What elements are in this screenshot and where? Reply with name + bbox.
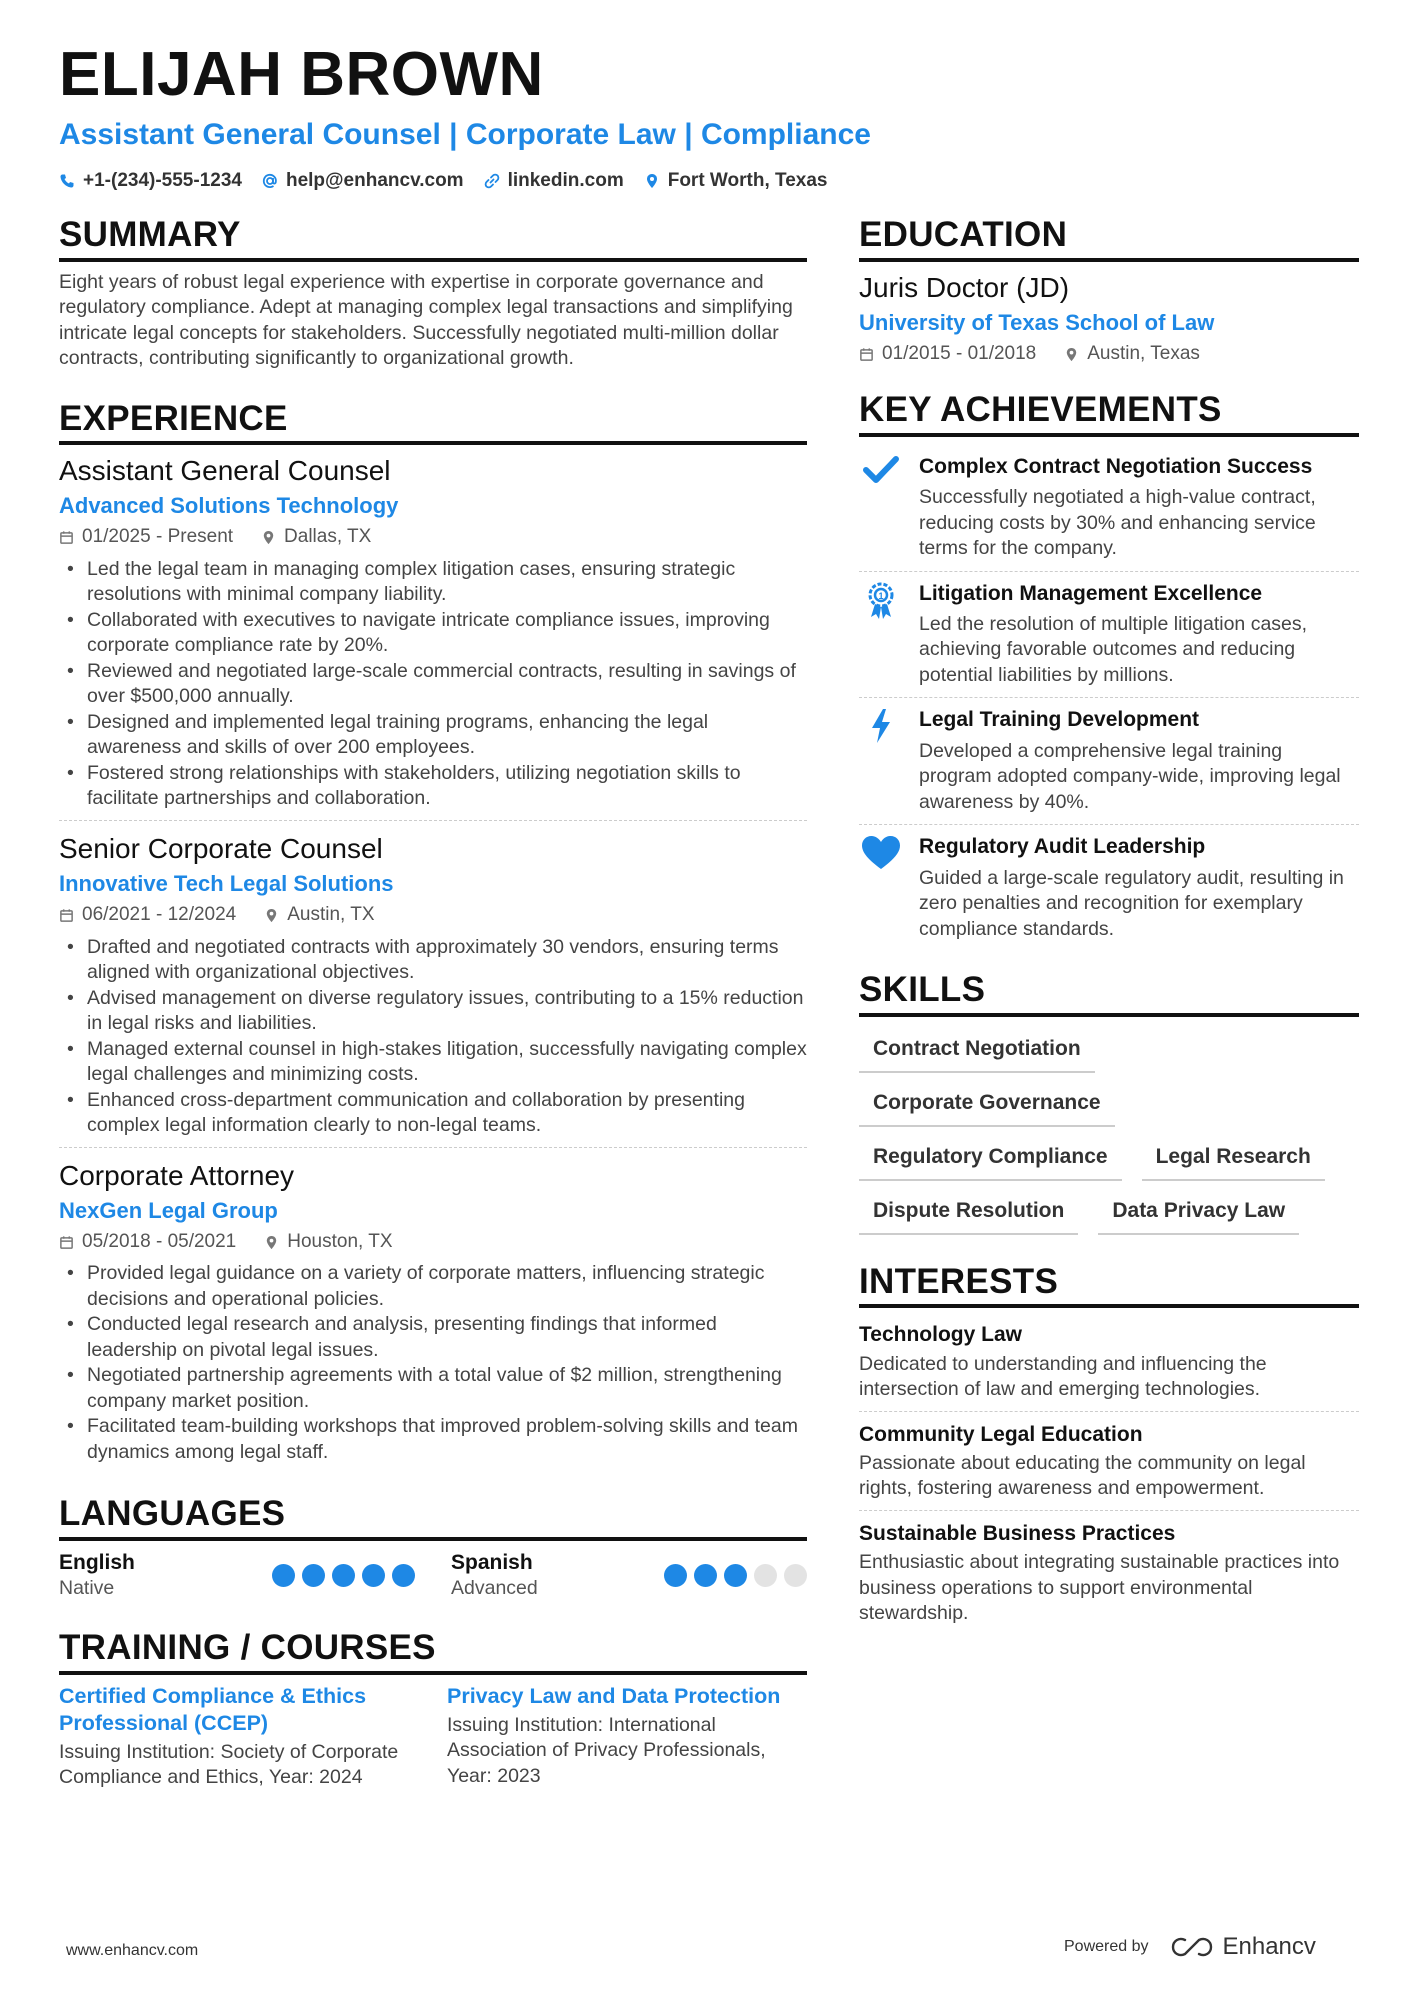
bullet-item: • Facilitated team-building workshops that improved problem-solving skills and team dynamics among legal staff. [59, 1414, 807, 1465]
brand-name: Enhancv [1222, 1933, 1316, 1960]
calendar-icon [59, 1235, 74, 1250]
skill-tag: Contract Negotiation [859, 1033, 1095, 1073]
rating-dot-filled [332, 1564, 355, 1587]
job-meta [59, 1227, 807, 1257]
course-title: Privacy Law and Data Protection [447, 1683, 781, 1708]
calendar-icon [59, 530, 74, 545]
rating-dot-filled [272, 1564, 295, 1587]
location-pin-icon [1064, 347, 1079, 362]
skill-tag: Data Privacy Law [1098, 1195, 1299, 1235]
linkedin-text: linkedin.com [507, 170, 624, 191]
interest-desc: Dedicated to understanding and influencing the intersection of law and emerging technologies. [859, 1352, 1267, 1401]
job-location: Houston, TX [287, 1230, 393, 1252]
bullet-item: • Conducted legal research and analysis, presenting findings that informed leadership on pivotal legal issues. [59, 1312, 807, 1363]
right-column [859, 216, 1359, 1663]
achievement-title: Litigation Management Excellence [919, 581, 1263, 605]
rating-dot-filled [724, 1564, 747, 1587]
summary-title: SUMMARY [59, 216, 807, 262]
interest-item [859, 1316, 1359, 1411]
calendar-icon [859, 347, 874, 362]
lightning-icon [869, 708, 893, 744]
achievement-item [859, 445, 1359, 572]
interest-title: Sustainable Business Practices [859, 1521, 1176, 1545]
job-location: Austin, TX [287, 904, 375, 926]
interest-item [859, 1416, 1359, 1511]
rating-dot-filled [664, 1564, 687, 1587]
contact-email[interactable] [262, 170, 464, 192]
achievement-desc: Successfully negotiated a high-value contract, reducing costs by 30% and enhancing service terms for the company. [919, 486, 1316, 560]
rating-dot-filled [362, 1564, 385, 1587]
rating-dot-empty [784, 1564, 807, 1587]
phone-icon [59, 173, 75, 189]
location-pin-icon [264, 908, 279, 923]
location-text: Fort Worth, Texas [667, 170, 828, 191]
bullet-item: • Managed external counsel in high-stakes litigation, successfully navigating complex legal challenges and minimizing costs. [59, 1037, 807, 1088]
achievement-desc: Guided a large-scale regulatory audit, resulting in zero penalties and recognition for exemplary compliance standards. [919, 866, 1344, 940]
bullet-item: • Provided legal guidance on a variety of corporate matters, influencing strategic decisions and operational policies. [59, 1261, 807, 1312]
contact-location [644, 170, 828, 192]
job-bullets [59, 1261, 807, 1465]
candidate-name: ELIJAH BROWN [59, 40, 544, 109]
job-bullets [59, 557, 807, 812]
powered-by-label: Powered by [1064, 1938, 1149, 1955]
language-name: Spanish [451, 1550, 533, 1574]
language-level: Advanced [451, 1577, 538, 1600]
heart-icon [861, 835, 901, 871]
achievement-title: Regulatory Audit Leadership [919, 835, 1206, 859]
education-section [859, 216, 1359, 369]
checkmark-icon [863, 455, 899, 485]
job-location: Dallas, TX [284, 526, 372, 548]
achievement-desc: Developed a comprehensive legal training program adopted company-wide, improving legal awareness by 40%. [919, 739, 1341, 813]
svg-text:1: 1 [878, 590, 884, 601]
bullet-item: • Reviewed and negotiated large-scale commercial contracts, resulting in savings of over $500,000 annually. [59, 659, 807, 710]
course-item [447, 1683, 807, 1791]
course-desc: Issuing Institution: Society of Corporate Compliance and Ethics, Year: 2024 [59, 1740, 399, 1789]
bullet-item: • Drafted and negotiated contracts with approximately 30 vendors, ensuring terms aligned with organizational objectives. [59, 935, 807, 986]
summary-text: Eight years of robust legal experience with expertise in corporate governance and regulatory compliance. Adept at managing complex legal transactions and simplifying intricate legal concepts for stakeholders. Successfully negotiated multi-million dollar contracts, contributing significantly to organizational growth. [59, 270, 793, 369]
achievements-section [859, 391, 1359, 951]
location-pin-icon [264, 1235, 279, 1250]
achievement-item [859, 572, 1359, 699]
summary-section [59, 216, 807, 372]
footer-branding [1064, 1933, 1316, 1961]
job-dates: 01/2025 - Present [82, 526, 234, 548]
interest-title: Technology Law [859, 1323, 1022, 1347]
interest-desc: Enthusiastic about integrating sustainable practices into business operations to support environmental stewardship. [859, 1551, 1340, 1625]
degree: Juris Doctor (JD) [859, 271, 1070, 303]
skill-tag: Dispute Resolution [859, 1195, 1078, 1235]
interest-item [859, 1515, 1359, 1635]
languages-section [59, 1495, 807, 1601]
job-entry [59, 453, 807, 821]
education-location: Austin, Texas [1087, 342, 1200, 364]
bullet-item: • Enhanced cross-department communication and collaboration by presenting complex legal information clearly to non-legal teams. [59, 1088, 807, 1139]
job-entry [59, 1158, 807, 1474]
skills-section [859, 971, 1359, 1235]
contact-phone[interactable] [59, 170, 242, 192]
job-title: Senior Corporate Counsel [59, 832, 383, 864]
job-title: Corporate Attorney [59, 1159, 295, 1191]
link-icon [484, 173, 500, 189]
phone-text: +1-(234)-555-1234 [83, 170, 242, 191]
job-dates: 06/2021 - 12/2024 [82, 904, 237, 926]
at-sign-icon [262, 173, 278, 189]
bullet-item: • Negotiated partnership agreements with a total value of $2 million, strengthening company market position. [59, 1363, 807, 1414]
contact-linkedin[interactable] [484, 170, 624, 192]
achievement-item [859, 825, 1359, 951]
language-rating [272, 1564, 415, 1587]
education-dates: 01/2015 - 01/2018 [882, 342, 1037, 364]
bullet-item: • Collaborated with executives to navigate intricate compliance issues, improving corporate compliance rate by 20%. [59, 608, 807, 659]
achievement-desc: Led the resolution of multiple litigation cases, achieving favorable outcomes and reducing potential liabilities by millions. [919, 612, 1308, 686]
skill-tag: Regulatory Compliance [859, 1141, 1122, 1181]
bullet-item: • Designed and implemented legal training programs, enhancing the legal awareness and skills of over 200 employees. [59, 710, 807, 761]
experience-title: EXPERIENCE [59, 400, 807, 446]
company-name: NexGen Legal Group [59, 1197, 278, 1223]
company-name: Innovative Tech Legal Solutions [59, 871, 394, 897]
interests-title: INTERESTS [859, 1263, 1359, 1309]
brand-logo[interactable] [1171, 1933, 1316, 1961]
languages-title: LANGUAGES [59, 1495, 807, 1541]
training-section [59, 1629, 807, 1791]
experience-section [59, 400, 807, 1474]
rating-dot-filled [392, 1564, 415, 1587]
calendar-icon [59, 908, 74, 923]
job-bullets [59, 935, 807, 1139]
job-entry [59, 831, 807, 1148]
education-title: EDUCATION [859, 216, 1359, 262]
language-item [59, 1549, 415, 1602]
education-meta [859, 339, 1359, 369]
training-title: TRAINING / COURSES [59, 1629, 807, 1675]
bullet-item: • Fostered strong relationships with stakeholders, utilizing negotiation skills to facilitate partnerships and collaboration. [59, 761, 807, 812]
location-pin-icon [644, 173, 660, 189]
achievement-title: Complex Contract Negotiation Success [919, 454, 1313, 478]
rating-dot-filled [302, 1564, 325, 1587]
interests-section [859, 1263, 1359, 1635]
left-column [59, 216, 807, 1819]
bullet-item: • Advised management on diverse regulatory issues, contributing to a 15% reduction in legal risks and liabilities. [59, 986, 807, 1037]
email-text: help@enhancv.com [285, 170, 464, 191]
job-meta [59, 900, 807, 930]
interest-title: Community Legal Education [859, 1422, 1143, 1446]
language-level: Native [59, 1577, 115, 1600]
location-pin-icon [261, 530, 276, 545]
achievements-title: KEY ACHIEVEMENTS [859, 391, 1359, 437]
rating-dot-empty [754, 1564, 777, 1587]
language-item [451, 1549, 807, 1602]
course-item [59, 1683, 419, 1791]
language-rating [664, 1564, 807, 1587]
job-dates: 05/2018 - 05/2021 [82, 1230, 237, 1252]
school-name: University of Texas School of Law [859, 309, 1215, 335]
achievement-item [859, 698, 1359, 825]
course-desc: Issuing Institution: International Association of Privacy Professionals, Year: 2023 [447, 1713, 766, 1787]
award-ribbon-icon [866, 582, 896, 620]
enhancv-logo-icon [1171, 1936, 1213, 1958]
job-title: Assistant General Counsel [59, 455, 391, 486]
skills-title: SKILLS [859, 971, 1359, 1017]
headline: Assistant General Counsel | Corporate Law | Compliance [59, 118, 871, 151]
language-name: English [59, 1550, 135, 1574]
skill-tag: Corporate Governance [859, 1087, 1115, 1127]
interest-desc: Passionate about educating the community on legal rights, fostering awareness and empowerment. [859, 1451, 1306, 1500]
footer-website[interactable]: www.enhancv.com [66, 1942, 199, 1959]
skill-tag: Legal Research [1142, 1141, 1325, 1181]
rating-dot-filled [694, 1564, 717, 1587]
job-meta [59, 522, 807, 552]
bullet-item: • Led the legal team in managing complex litigation cases, ensuring strategic resolutions with minimal company liability. [59, 557, 807, 608]
company-name: Advanced Solutions Technology [59, 493, 399, 519]
achievement-title: Legal Training Development [919, 708, 1200, 732]
course-title: Certified Compliance & Ethics Professional (CCEP) [59, 1683, 367, 1735]
contact-bar [59, 170, 827, 192]
